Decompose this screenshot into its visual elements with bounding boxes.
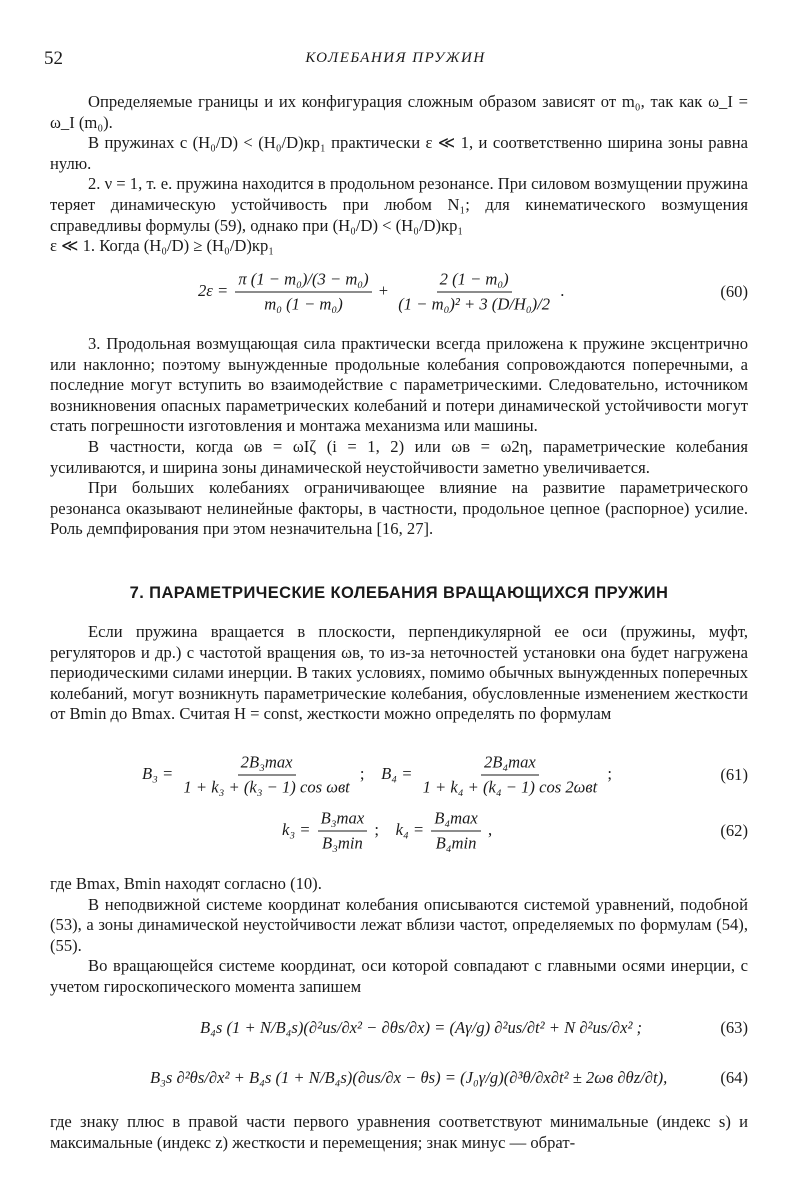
eq-lhs: B₃ = [142,763,174,783]
denominator: B₄min [435,833,477,853]
paragraph: Определяемые границы и их конфигурация сложным образом зависят от m₀, так как ω_I = ω_I (m₀). [50,92,748,132]
numerator: 2B₄max [481,753,539,776]
eq-punct: . [560,280,565,300]
numerator: 2B₃max [238,753,296,776]
fraction [318,809,368,854]
denominator: 1 + k₃ + (k₃ − 1) cos ωвt [183,777,350,797]
eq-lhs: B₃s ∂²θs/∂x² + B₄s (1 + N/B₄s)(∂us/∂x − θs) [150,1068,441,1087]
paragraph: При больших колебаниях ограничивающее влияние на развитие параметрического резонанса оказывают нелинейные факторы, в частности, продольное цепное (распорное) усилие. Роль демпфирования при этом незначительна [16, 27]. [50,478,748,539]
equation-number: (62) [720,821,748,840]
eq-lhs: k₃ = [282,819,311,839]
paragraph: 2. ν = 1, т. е. пружина находится в продольном резонансе. При силовом возмущении пружина теряет динамическую устойчивость при любом N₁; для кинематического возмущения справедливы формулы (59), однако при (H₀/D) < (H₀/D)кр₁ [50,174,748,235]
eq-punct: , [487,819,493,839]
text-block-mid [50,334,748,540]
fraction [431,809,481,854]
paragraph: В пружинах с (H₀/D) < (H₀/D)кр₁ практически ε ≪ 1, и соответственно ширина зоны равна нулю. [50,133,748,173]
equation-61 [50,750,748,800]
running-title: КОЛЕБАНИЯ ПРУЖИН [305,50,486,66]
paragraph: Если пружина вращается в плоскости, перпендикулярной ее оси (пружины, муфт, регуляторов и др.) с частотой вращения ωв, то из-за неточностей установки она будет нагружена периодическими силами инерции. В таких условиях, помимо обычных вынужденных поперечных колебаний, могут возникнуть параметрические колебания, обусловленные изменением жесткости от Bmin до Bmax. Считая H = const, жесткости можно определять по формулам [50,622,748,724]
eq-lhs: 2ε = [198,280,229,300]
text-block-last [50,1112,748,1153]
numerator: B₄max [431,809,481,832]
paragraph: где Bmax, Bmin находят согласно (10). [50,874,322,893]
fraction [235,270,371,315]
numerator: B₃max [318,809,368,832]
denominator: (1 − m₀)² + 3 (D/H₀)/2 [398,294,551,314]
paragraph: 3. Продольная возмущающая сила практически всегда приложена к пружине эксцентрично или наклонно; поэтому вынужденные продольные колебания сопровождаются поперечными, а последние могут вступить во взаимодействие с параметрическими. Следовательно, источником возникновения опасных параметрических колебаний и потери динамической устойчивости могут стать погрешности изготовления и монтажа механизма или машины. [50,334,748,436]
equation-number: (60) [720,282,748,301]
fraction [395,270,553,315]
equation-number: (61) [720,765,748,784]
eq-punct: ; [374,819,379,839]
equation-60 [50,266,748,318]
denominator: 1 + k₄ + (k₄ − 1) cos 2ωвt [422,777,598,797]
eq-rhs: = (Aγ/g) ∂²us/∂t² + N ∂²us/∂x² ; [434,1018,643,1037]
paragraph: В неподвижной системе координат колебания описываются системой уравнений, подобной (53), а зоны динамической неустойчивости лежат вблизи частот, определяемых по формулам (54), (55). [50,894,748,955]
eq-rhs: = (J₀γ/g)(∂³θ/∂x∂t² ± 2ωв ∂θz/∂t), [444,1068,668,1087]
equation-63 [50,1004,748,1052]
paragraph: Во вращающейся системе координат, оси которой совпадают с главными осями инерции, с учетом гироскопического момента запишем [50,956,748,996]
eq-lhs: k₄ = [395,819,425,839]
page-header [44,48,747,70]
numerator: π (1 − m₀)/(3 − m₀) [235,270,371,293]
text-block-top [50,92,748,257]
text-block-section [50,622,748,725]
numerator: 2 (1 − m₀) [437,270,512,293]
page-number: 52 [44,48,63,69]
equation-64 [50,1054,748,1102]
paragraph: В частности, когда ωв = ωIζ (i = 1, 2) или ωв = ω2η, параметрические колебания усиливаются, и ширина зоны динамической неустойчивости заметно увеличивается. [50,436,748,477]
fraction [180,753,352,798]
eq-punct: ; [359,763,365,783]
paragraph: где знаку плюс в правой части первого уравнения соответствуют минимальные (индекс s) и максимальные (индекс z) жесткости и перемещения; знак минус — обрат- [50,1112,748,1152]
eq-lhs: B₄ = [381,763,413,783]
denominator: m₀ (1 − m₀) [264,294,343,314]
eq-lhs: B₄s (1 + N/B₄s)(∂²us/∂x² − ∂θs/∂x) [200,1018,431,1037]
text-block-bottom [50,874,748,998]
equation-number: (64) [720,1068,748,1087]
fraction [420,753,601,798]
equation-number: (63) [720,1018,748,1037]
denominator: B₃min [322,833,363,853]
eq-operator: + [378,280,389,300]
eq-punct: ; [607,763,612,783]
section-heading: 7. ПАРАМЕТРИЧЕСКИЕ КОЛЕБАНИЯ ВРАЩАЮЩИХСЯ ПРУЖИН [129,584,669,602]
equation-62 [50,806,748,856]
paragraph: ε ≪ 1. Когда (H₀/D) ≥ (H₀/D)кр₁ [50,236,275,256]
